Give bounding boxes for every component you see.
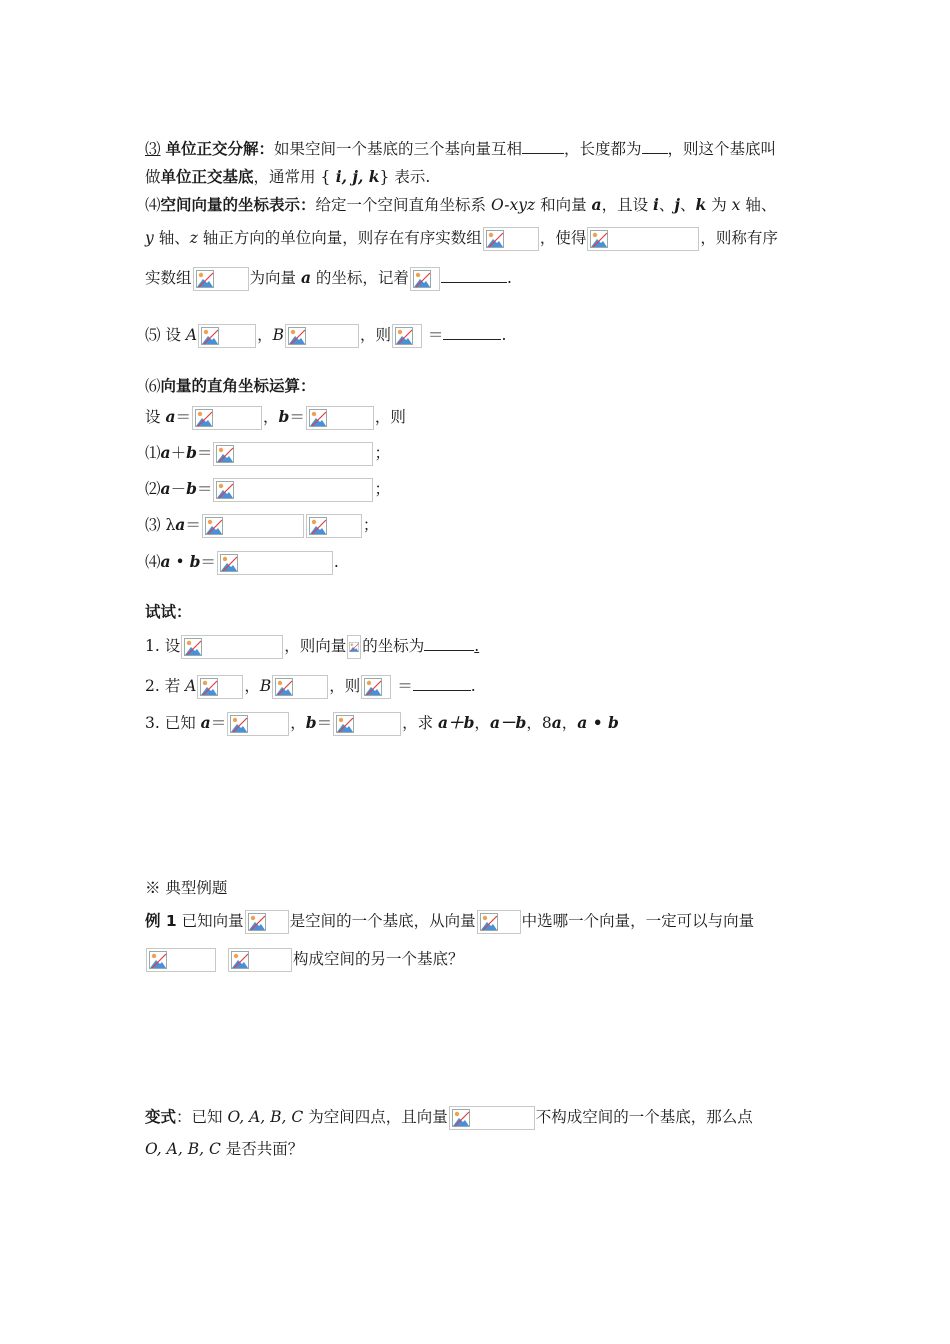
formula-image	[483, 227, 539, 251]
s4-text: 为向量	[249, 269, 301, 287]
broken-image-icon	[413, 270, 431, 288]
formula-image	[477, 910, 521, 934]
formula-image	[217, 551, 333, 575]
semicolon: ；	[374, 444, 390, 462]
equals: ＝	[392, 677, 413, 695]
s4-number: ⑷	[145, 196, 161, 214]
semicolon: ；	[374, 480, 390, 498]
formula-image	[333, 712, 401, 736]
q3-text: ，求	[402, 714, 439, 732]
broken-image-icon	[480, 913, 498, 931]
example-text: 已知向量	[176, 912, 244, 930]
try-q2	[145, 674, 476, 699]
broken-image-icon	[205, 517, 223, 535]
variant-text: 为空间四点，且向量	[303, 1108, 448, 1126]
equals: ＝	[196, 444, 213, 462]
comma: ，	[561, 714, 578, 732]
s5-text: ，则	[359, 326, 391, 344]
vec-k: k	[695, 195, 707, 214]
variant-label: 变式	[145, 1108, 177, 1126]
equals: ＝	[210, 714, 227, 732]
s4-text: 给定一个空间直角坐标系	[315, 196, 491, 214]
plus: ＋	[170, 444, 187, 462]
example-text: 中选哪一个向量，一定可以与向量	[521, 912, 755, 930]
broken-image-icon	[336, 715, 354, 733]
equals: ＝	[185, 516, 201, 534]
point-a: A	[185, 326, 198, 344]
comma: ，	[474, 714, 490, 732]
blank	[441, 281, 507, 283]
s4-text: 的坐标，记着	[311, 269, 409, 287]
formula-image	[213, 442, 373, 466]
formula-image	[146, 948, 216, 972]
vec-a: a	[175, 515, 186, 534]
point-a: A	[185, 677, 197, 695]
formula-image	[361, 675, 391, 699]
s3-text-3: ，则这个基底叫	[667, 140, 777, 158]
period: .	[506, 269, 512, 287]
equals: ＝	[316, 714, 333, 732]
s4-text: ，使得	[539, 229, 587, 247]
s3-text-2: ，长度都为	[563, 140, 642, 158]
formula-image	[272, 675, 328, 699]
row-number: ⑴	[145, 444, 161, 462]
broken-image-icon	[216, 445, 234, 463]
formula-image	[197, 675, 243, 699]
s3-text-1: 如果空间一个基底的三个基向量互相	[273, 140, 522, 158]
s3-ijk: i, j, k	[330, 167, 380, 186]
vec-a: a	[551, 713, 562, 732]
formula-image	[392, 324, 422, 348]
broken-image-icon	[184, 638, 202, 656]
q3-text: 3. 已知	[145, 714, 201, 732]
broken-image-icon	[216, 481, 234, 499]
broken-image-icon	[349, 638, 359, 656]
formula-image	[181, 635, 283, 659]
formula-image	[347, 635, 361, 659]
lambda: λ	[165, 516, 176, 534]
s3-number: ⑶	[145, 140, 161, 158]
minus: －	[170, 480, 187, 498]
formula-image	[213, 478, 373, 502]
q1-text: 1. 设	[145, 637, 181, 655]
s6-row-2	[145, 477, 390, 502]
example-label: 例 1	[145, 912, 177, 930]
s4-line-2	[145, 226, 778, 251]
s4-sep: 、	[680, 196, 696, 214]
s5-number: ⑸	[145, 326, 161, 344]
broken-image-icon	[201, 327, 219, 345]
s4-text: ，则称有序	[700, 229, 778, 247]
expr-dot: a • b	[577, 713, 619, 732]
s6-title: 向量的直角坐标运算：	[160, 377, 316, 395]
row-number: ⑷	[145, 553, 161, 571]
s4-sep: 、	[658, 196, 675, 214]
try-q1	[145, 634, 479, 659]
try-heading	[145, 600, 192, 624]
vec-b: b	[186, 479, 197, 498]
vec-a: a	[200, 713, 211, 732]
s4-text: 和向量	[535, 196, 592, 214]
vec-a: a	[591, 195, 602, 214]
s4-text: 实数组	[145, 269, 192, 287]
formula-image	[306, 514, 362, 538]
variant-text: 是否共面？	[220, 1140, 304, 1158]
s6-row-4	[145, 550, 339, 575]
semicolon: ；	[362, 516, 379, 534]
row-number: ⑶	[145, 516, 166, 534]
s3-text-5: ，通常用 {	[253, 168, 331, 186]
row-number: ⑵	[145, 480, 161, 498]
s3-text-4: 做	[145, 168, 161, 186]
equals: ＝	[289, 408, 305, 426]
s6-heading	[145, 374, 316, 398]
q1-text: ，则向量	[284, 637, 347, 655]
broken-image-icon	[309, 409, 327, 427]
s4-text: 为	[706, 196, 732, 214]
period: .	[333, 553, 339, 571]
broken-image-icon	[288, 327, 306, 345]
broken-image-icon	[231, 951, 249, 969]
broken-image-icon	[395, 327, 413, 345]
formula-image	[449, 1106, 535, 1130]
vec-a: a	[165, 407, 176, 426]
axis-y: y	[145, 229, 154, 247]
example1-line-1	[145, 909, 754, 934]
vec-b: b	[278, 407, 290, 426]
formula-image	[587, 227, 699, 251]
broken-image-icon	[200, 678, 218, 696]
broken-image-icon	[149, 951, 167, 969]
examples-heading	[145, 876, 227, 900]
vec-a: a	[300, 268, 311, 287]
formula-image	[198, 324, 256, 348]
comma: ，	[290, 714, 306, 732]
s5-line	[145, 323, 506, 348]
s6-number: ⑹	[145, 377, 161, 395]
equals: ＝	[175, 408, 191, 426]
period: .	[501, 326, 507, 344]
s3-term: 单位正交基底	[160, 168, 254, 186]
axis-x: x	[731, 196, 741, 214]
variant-text: ：已知	[176, 1108, 228, 1126]
vec-a: a	[160, 479, 171, 498]
variant-points: O, A, B, C	[145, 1140, 221, 1158]
vec-b: b	[189, 552, 201, 571]
s6-row-3	[145, 513, 378, 538]
comma: ，	[244, 677, 260, 695]
period: .	[474, 637, 480, 655]
formula-image	[202, 514, 304, 538]
blank	[413, 689, 471, 691]
example-text: 是空间的一个基底，从向量	[289, 912, 476, 930]
s4-text: ，且设	[601, 196, 653, 214]
s3-title: 单位正交分解：	[165, 140, 274, 158]
blank	[443, 338, 501, 340]
dot: •	[170, 553, 190, 571]
broken-image-icon	[309, 517, 327, 535]
q1-text: 的坐标为	[362, 637, 425, 655]
s6-set-line	[145, 405, 406, 430]
s4-text: 轴、	[153, 229, 190, 247]
formula-image	[193, 267, 249, 291]
example1-line-2	[145, 947, 463, 972]
broken-image-icon	[196, 270, 214, 288]
vec-a: a	[160, 552, 171, 571]
s6-row-1	[145, 441, 390, 466]
variant-points: O, A, B, C	[227, 1108, 304, 1126]
s5-text: 设	[160, 326, 186, 344]
s4-text: 轴正方向的单位向量，则存在有序实数组	[197, 229, 482, 247]
s4-title: 空间向量的坐标表示：	[160, 196, 316, 214]
s3-line-1	[145, 137, 776, 161]
equals: ＝	[423, 326, 444, 344]
s6-text: ，则	[374, 408, 406, 426]
broken-image-icon	[275, 678, 293, 696]
broken-image-icon	[195, 409, 213, 427]
formula-image	[228, 948, 292, 972]
try-q3	[145, 711, 619, 736]
blank	[642, 152, 668, 154]
s3-line-2	[145, 165, 430, 189]
formula-image	[192, 406, 262, 430]
vec-j: j	[674, 195, 681, 214]
formula-image	[306, 406, 374, 430]
s4-line-1	[145, 193, 776, 217]
broken-image-icon	[364, 678, 382, 696]
period: .	[470, 677, 476, 695]
scalar-8: 8	[541, 714, 552, 732]
broken-image-icon	[590, 230, 608, 248]
variant-line-1	[145, 1105, 753, 1130]
variant-text: 不构成空间的一个基底，那么点	[535, 1108, 753, 1126]
comma: ，	[263, 408, 279, 426]
variant-line-2	[145, 1137, 303, 1161]
s4-text: 轴、	[740, 196, 777, 214]
s4-oxyz: O-xyz	[490, 196, 536, 214]
vec-a: a	[160, 443, 171, 462]
s6-text: 设	[145, 408, 166, 426]
expr-sum: a＋b	[438, 713, 475, 732]
vec-b: b	[305, 713, 317, 732]
blank	[424, 649, 474, 651]
formula-image	[245, 910, 289, 934]
blank	[522, 152, 564, 154]
broken-image-icon	[486, 230, 504, 248]
broken-image-icon	[220, 554, 238, 572]
s4-line-3	[145, 266, 512, 291]
q2-text: ，则	[329, 677, 361, 695]
comma: ，	[257, 326, 273, 344]
formula-image	[285, 324, 359, 348]
equals: ＝	[200, 553, 216, 571]
vec-i: i	[653, 195, 659, 214]
point-b: B	[259, 677, 272, 695]
broken-image-icon	[230, 715, 248, 733]
s3-text-6: } 表示.	[379, 168, 431, 186]
comma: ，	[526, 714, 542, 732]
axis-z: z	[189, 229, 198, 247]
examples-title: ※ 典型例题	[145, 879, 228, 897]
expr-diff: a－b	[489, 713, 527, 732]
formula-image	[227, 712, 289, 736]
point-b: B	[272, 326, 284, 344]
q2-text: 2. 若	[145, 677, 186, 695]
broken-image-icon	[248, 913, 266, 931]
example-text: 构成空间的另一个基底？	[292, 950, 464, 968]
try-title: 试试：	[145, 603, 192, 621]
vec-b: b	[186, 443, 197, 462]
formula-image	[410, 267, 440, 291]
broken-image-icon	[452, 1109, 470, 1127]
equals: ＝	[196, 480, 213, 498]
